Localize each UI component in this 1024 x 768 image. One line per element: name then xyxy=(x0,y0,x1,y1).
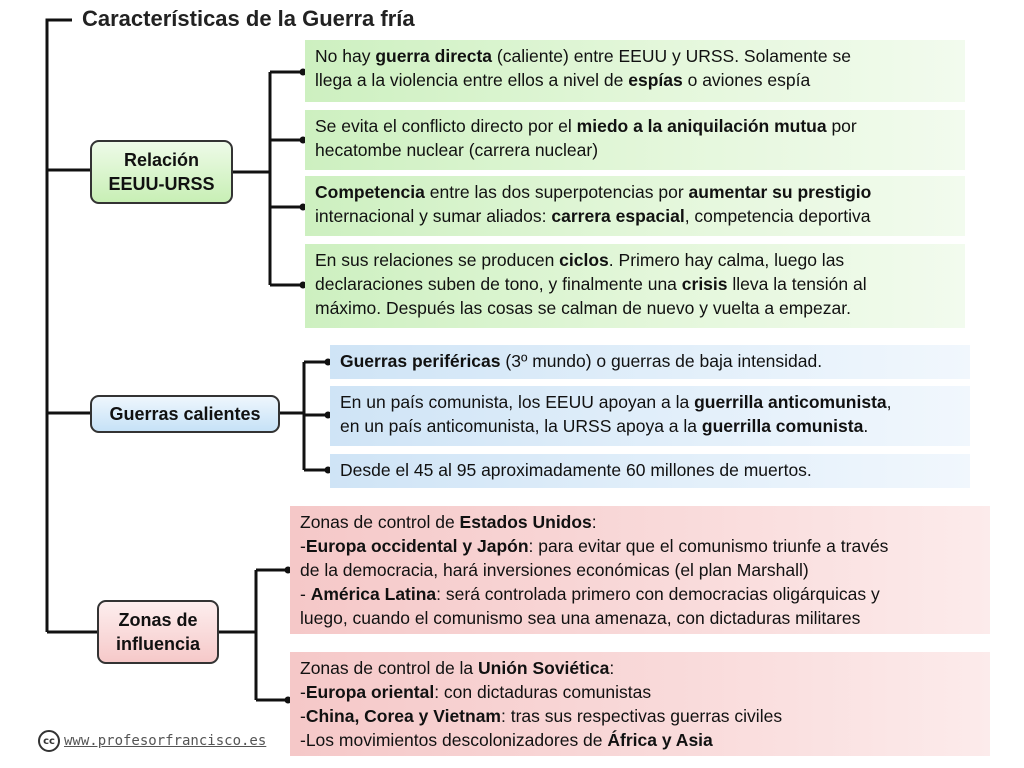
info-box xyxy=(290,652,990,756)
text: - xyxy=(300,682,306,702)
text-line xyxy=(300,510,980,534)
text: , xyxy=(886,392,892,412)
text: : xyxy=(609,658,615,678)
bold-text: miedo a la aniquilación mutua xyxy=(576,116,827,136)
text: luego, cuando el comunismo sea una amenaza, con dictaduras militares xyxy=(300,608,861,628)
text: hecatombe nuclear (carrera nuclear) xyxy=(315,140,599,160)
text: , competencia deportiva xyxy=(684,206,871,226)
bold-text: Guerras periféricas xyxy=(340,351,501,371)
text: : para evitar que el comunismo triunfe a través xyxy=(528,536,889,556)
node-label-line: influencia xyxy=(115,634,200,654)
bold-text: América Latina xyxy=(310,584,437,604)
text-line xyxy=(300,534,980,558)
bold-text: aumentar su prestigio xyxy=(688,182,872,202)
text: En sus relaciones se producen xyxy=(315,250,560,270)
page-title: Características de la Guerra fría xyxy=(82,6,415,31)
bold-text: Competencia xyxy=(315,182,425,202)
info-box xyxy=(330,454,970,488)
text-line xyxy=(315,272,955,296)
info-box xyxy=(305,176,965,236)
node-label-line: EEUU-URSS xyxy=(108,174,215,194)
text: máximo. Después las cosas se calman de nuevo y vuelta a empezar. xyxy=(315,298,851,318)
text-line xyxy=(340,414,960,438)
bold-text: China, Corea y Vietnam xyxy=(305,706,501,726)
text: : tras sus respectivas guerras civiles xyxy=(501,706,783,726)
node-guerras-calientes xyxy=(90,395,280,433)
text: Zonas de control de xyxy=(300,512,460,532)
bold-text: Europa occidental y Japón xyxy=(305,536,529,556)
text-line xyxy=(315,248,955,272)
text: - xyxy=(300,706,306,726)
bold-text: guerrilla comunista xyxy=(701,416,864,436)
text-line xyxy=(315,114,955,138)
text-line xyxy=(315,204,955,228)
text: - xyxy=(300,536,306,556)
node-relacion-eeuu-urss xyxy=(90,140,233,204)
info-box xyxy=(290,506,990,634)
bold-text: carrera espacial xyxy=(551,206,685,226)
bold-text: Unión Soviética xyxy=(478,658,610,678)
text-line xyxy=(300,558,980,582)
text: No hay xyxy=(315,46,376,66)
bold-text: Europa oriental xyxy=(305,682,435,702)
text: . Primero hay calma, luego las xyxy=(608,250,845,270)
text: -Los movimientos descolonizadores de xyxy=(300,730,608,750)
bold-text: guerra directa xyxy=(375,46,493,66)
text-line xyxy=(340,349,960,373)
node-label-line: Relación xyxy=(123,150,199,170)
text: llega a la violencia entre ellos a nivel de xyxy=(315,70,629,90)
info-box xyxy=(305,244,965,328)
info-box xyxy=(330,345,970,379)
text: (caliente) entre EEUU y URSS. Solamente se xyxy=(492,46,851,66)
node-label-line: Guerras calientes xyxy=(109,404,261,424)
bold-text: África y Asia xyxy=(607,730,713,750)
text-line xyxy=(315,44,955,68)
text: Se evita el conflicto directo por el xyxy=(315,116,577,136)
text: lleva la tensión al xyxy=(727,274,867,294)
bold-text: ciclos xyxy=(559,250,609,270)
text-line xyxy=(315,68,955,92)
info-box xyxy=(305,110,965,170)
text: : será controlada primero con democracias oligárquicas y xyxy=(436,584,880,604)
text-line xyxy=(340,390,960,414)
bold-text: Estados Unidos xyxy=(459,512,592,532)
cc-icon: cc xyxy=(38,730,60,752)
text: por xyxy=(826,116,857,136)
text: declaraciones suben de tono, y finalmente una xyxy=(315,274,682,294)
info-box xyxy=(305,40,965,102)
text: En un país comunista, los EEUU apoyan a la xyxy=(340,392,695,412)
bold-text: espías xyxy=(628,70,683,90)
text-line xyxy=(300,606,980,630)
text-line xyxy=(315,180,955,204)
text: Desde el 45 al 95 aproximadamente 60 millones de muertos. xyxy=(340,460,812,480)
text-line xyxy=(300,728,980,752)
text: en un país anticomunista, la URSS apoya a la xyxy=(340,416,702,436)
bold-text: crisis xyxy=(681,274,728,294)
node-zonas-de-influencia xyxy=(97,600,219,664)
text: internacional y sumar aliados: xyxy=(315,206,552,226)
text: (3º mundo) o guerras de baja intensidad. xyxy=(500,351,823,371)
text: . xyxy=(863,416,869,436)
text: o aviones espía xyxy=(682,70,811,90)
text-line xyxy=(300,704,980,728)
text: entre las dos superpotencias por xyxy=(424,182,689,202)
text-line xyxy=(315,138,955,162)
text-line xyxy=(300,656,980,680)
text: de la democracia, hará inversiones económicas (el plan Marshall) xyxy=(300,560,809,580)
node-label-line: Zonas de xyxy=(118,610,198,630)
text: : xyxy=(591,512,597,532)
credit xyxy=(38,730,266,752)
text: - xyxy=(300,584,311,604)
text-line xyxy=(340,458,960,482)
credit-link[interactable]: www.profesorfrancisco.es xyxy=(64,733,267,749)
text-line xyxy=(300,582,980,606)
text: : con dictaduras comunistas xyxy=(434,682,652,702)
info-box xyxy=(330,386,970,446)
text: Zonas de control de la xyxy=(300,658,479,678)
text-line xyxy=(300,680,980,704)
text-line xyxy=(315,296,955,320)
bold-text: guerrilla anticomunista xyxy=(694,392,887,412)
